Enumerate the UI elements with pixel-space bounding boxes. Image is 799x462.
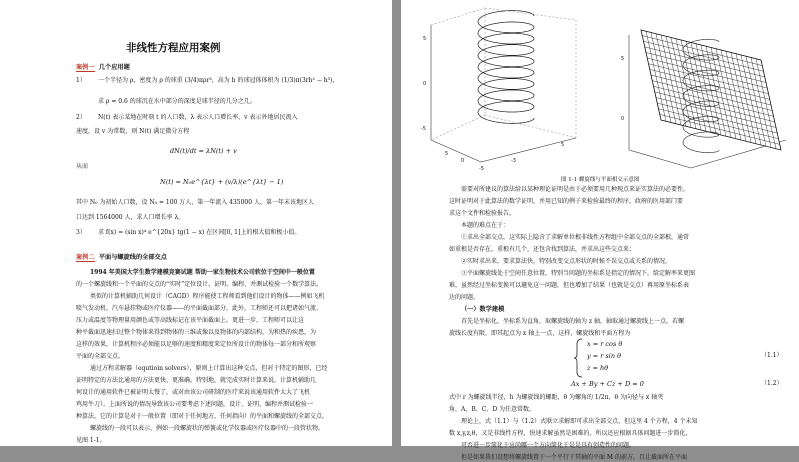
para-line: 何设计的通用软件已被证明太慢了，或对由该公司研制的医疗来说该通用软件太大了飞机 <box>76 389 311 396</box>
text-line: 如重根是否存在，重根有几个，还包含找到算法，并求出这些交点来； <box>449 246 636 253</box>
case2-heading <box>76 254 167 262</box>
case1-label: 案例一 <box>76 64 95 71</box>
para-line: 螺旋线的一段可以表示，例如一段螺旋状的弹簧或化学仪器或医疗仪器中的一段管状物。 <box>90 425 325 432</box>
eq-z: z = hθ <box>587 364 609 372</box>
text-line: 难，虽然经过坐标变换可以避免这一问题，但也增加了结果（也就是交点）再用原坐标系表 <box>449 282 690 289</box>
para-line: 1994 年美国大学生数学建模竞赛试题 帮助一家生物技术公司软位于空间中一般位置 <box>90 269 315 276</box>
tick-x: 5 <box>445 151 449 157</box>
para-line: 平面的全部交点。 <box>76 353 125 360</box>
problem2-line5: 口达到 1564000 人，求人口增长率 λ。 <box>76 214 185 221</box>
equation-Nt: N(t) = N₀e^{λt} + (v/λ)(e^{λt} − 1) <box>160 178 284 186</box>
problem2-line3: 从而 <box>76 163 89 170</box>
para-line: 证明特定的方法比通用的方法更快、更准确。特别地，就完成实时计算来说，计算机辅助几 <box>76 377 317 384</box>
para-line: 通过方程求解器（equtioin solvers），原则上计算出这种交点，但对于特定的图形，已经 <box>90 365 328 372</box>
helix-3d-plot <box>431 8 576 162</box>
para-line: 压力或温度等物理量用颜色或等高线标记在该平面截面上。更进一步，工程师可以让这 <box>76 317 305 324</box>
problem3-line1: 求 f(x) = (sin x)⁴ e^{20x} tg(1 − x) 在区间[0, 1]上的根大值和极小值。 <box>98 229 301 236</box>
case2-label: 案例二 <box>76 254 95 261</box>
para-line: 类似的计算机辅助几何设计（CAGD）程序能使工程师看到他们设计的物体——例如飞机 <box>90 293 325 300</box>
case1-heading <box>76 64 130 72</box>
figure-caption: 图 1-1 螺旋线与平面相交示意图 <box>561 177 640 183</box>
para-line: 这样的效果，计算机程序必须能以足够的速度和精度来定位所设计的物体每一部分和所观察 <box>76 341 317 348</box>
problem3-number: 3） <box>76 229 86 236</box>
document-page-right <box>401 0 799 461</box>
para-line: 的一个螺旋线和一个平面的交点的“实时”定位设计、证明、编程、并测试检验一个数学算法。 <box>76 281 323 288</box>
problem2-line2: 速度，设 v 为常数，则 N(t) 满足微分方程 <box>76 128 190 135</box>
para-line: 喷气发动机、汽车悬挂物或医疗仪器——的平面截面部分，此外，工程师还可以把诸如气流、 <box>76 305 323 312</box>
text-line: 数 x,y,z,θ，又是非线性方程，快速求解虽然是困难的，所以还应根据具体问题进一步简化， <box>449 430 692 437</box>
eq-number-1-1: （1.1） <box>761 352 783 359</box>
text-line: 可否进一步简化于应尚哪一个方向简化于是是具有创造性的问题。 <box>461 442 636 449</box>
text-line: 式中 r 为螺旋线半径，h 为螺旋线的螺距，θ 为螺角的 1/2π，θ 为向径与 x 轴夹 <box>449 394 664 401</box>
tick-x: -5 <box>479 166 484 172</box>
tick-x: 0 <box>461 158 465 164</box>
problem1-line2: 求 ρ = 0.6 的球沉在水中部分的深度是球半径的几分之几。 <box>98 98 256 105</box>
text-line: 求这个文件和检验报告。 <box>449 210 516 217</box>
document-page-left <box>0 0 392 446</box>
case1-title: 几个应用题 <box>98 64 130 71</box>
axis-line <box>629 150 691 168</box>
para-line: 种平截面迅速扫过整个物体来得到物体的三维或像以及物体的内部结构，为和热的疾患，为 <box>76 329 317 336</box>
para-line: 鸡用牛刀）。上面所说的情况导致该公司要考虑下述问题，设计、证明、编程并测试检验一 <box>76 401 314 408</box>
plane-3d-plot <box>629 30 786 168</box>
helix-path <box>478 11 534 124</box>
figure-helix-plane <box>401 0 799 175</box>
problem2-line4: 其中 N₀ 为初始人口数，设 N₀ = 100 万人，第一年流入 435000 人，第一年末该地区人 <box>76 199 314 206</box>
text-line: 首先是坐标化，坐标系为直角，取螺旋线的轴为 z 轴，轴取通过螺旋线上一点，若螺 <box>461 318 684 325</box>
problem1-line1: 一个半径为 ρ，密度为 ρ 的球重 (3/4)πρr³，高为 h 的球冠体体积为 (1/3)π(3rh² − h³)， <box>98 77 339 84</box>
subsection-heading: （一）数学建模 <box>461 306 505 313</box>
para-line: 种算法，它的计算是对于一般位置（即对于任何地方，任何指向）的平面和螺旋线的全部交点。 <box>76 413 329 420</box>
text-line: 但是如果我们设想将螺旋线置于一个平行于其轴的平面 M 的前方，且让截面所在平面 <box>461 454 687 461</box>
problem1-number: 1） <box>76 77 86 84</box>
text-line: 本题的难点在于： <box>461 222 510 229</box>
tick-y: 5 <box>561 142 565 148</box>
para-line: 见图 1-1。 <box>76 437 106 444</box>
tick-z: 5 <box>423 36 427 42</box>
text-line: 达的问题。 <box>449 294 480 301</box>
text-line: 角，A、B、C、D 为任意常数。 <box>449 406 536 413</box>
helix-curve <box>478 11 534 124</box>
equation-dN: dN(t)/dt = λN(t) + v <box>170 147 237 155</box>
axis-x-line <box>431 140 481 162</box>
tick-z2: 5 <box>621 56 625 62</box>
tick-z: -5 <box>421 126 426 132</box>
eq-x: x = r cos θ <box>587 340 623 348</box>
tick-z2: 0 <box>621 116 625 122</box>
text-line: 这时证明对于此算法的数学证明，并用已知的例子来检验最终的程序，政府的医用部门要 <box>449 198 684 205</box>
case2-title: 平面与螺旋线的全部交点 <box>98 254 167 261</box>
text-line: ①求出全部交点，这实际上隐含了求解单位根非线性方程组中全部交点的全部根，通常 <box>461 234 690 241</box>
problem2-number: 2） <box>76 114 86 121</box>
text-line: ②实时求出来，要求算法快，特别改变交点形状的时候不误交点或关系的情况， <box>461 258 672 265</box>
brace-glyph <box>573 338 585 378</box>
text-line: 旋线长度有限，即其起点为 x 轴上一点，这样，螺旋线和平面方程为 <box>449 330 631 337</box>
equation-plane: Ax + By + Cz + D = 0 <box>571 380 644 388</box>
text-line: 理论上，式（1.1）与（1.2）式联立求解即可求出全部交点，但这里 4 个方程，4 个未知 <box>461 418 698 425</box>
text-line: 需要对所建议的算法给以某种理论证明是由于必须要用几种现点来证实算法的必要性， <box>461 186 690 193</box>
tick-y: -3 <box>511 158 516 164</box>
eq-number-1-2: （1.2） <box>761 380 783 387</box>
tick-z: 0 <box>423 81 427 87</box>
document-title: 非线性方程应用案例 <box>126 42 221 54</box>
eq-y: y = r sin θ <box>587 352 622 360</box>
problem2-line1: N(t) 表示某地在时刻 t 的人口数，λ 表示人口增长率，v 表示外地居民流入 <box>98 114 298 121</box>
text-line: ③平面螺旋线处于空间任意位置，特别当问题的坐标系是指定的情况下，给定解率来更图 <box>461 270 696 277</box>
